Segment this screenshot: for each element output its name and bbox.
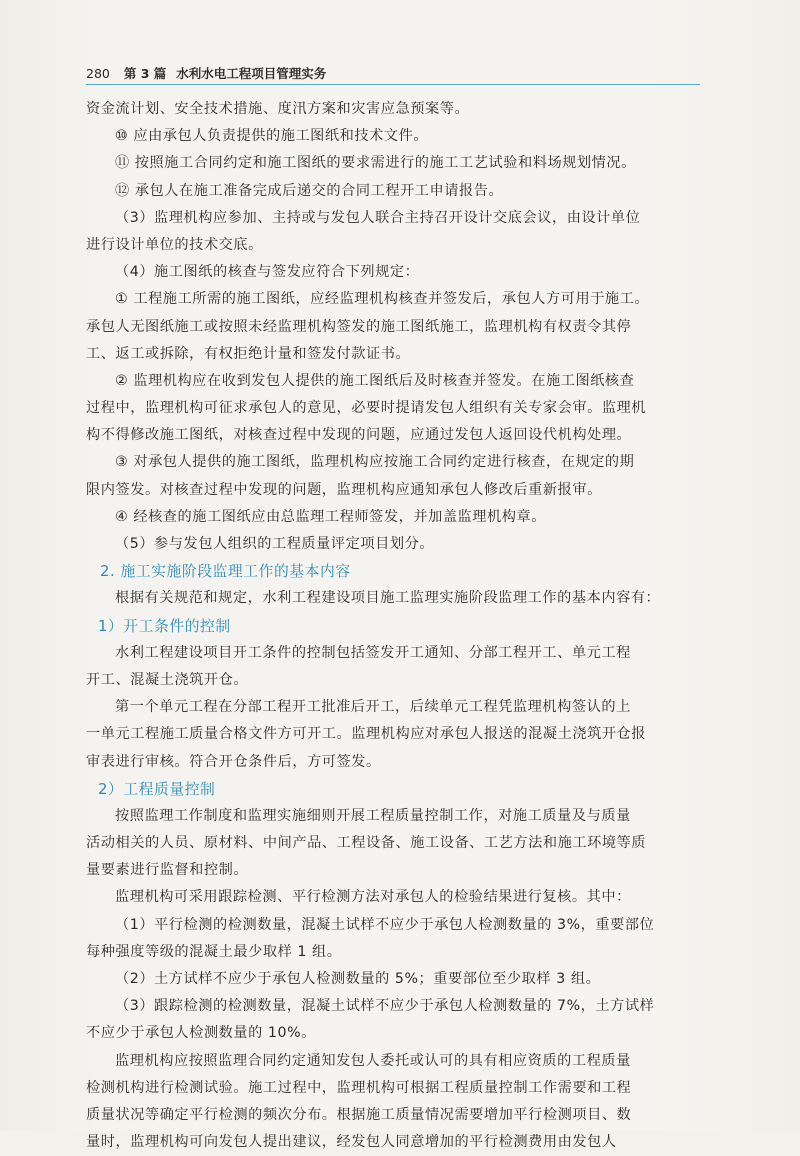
text-line: 每种强度等级的混凝土最少取样 1 组。 — [86, 943, 342, 960]
text-line: 构不得修改施工图纸，对核查过程中发现的问题，应通过发包人返回设代机构处理。 — [86, 427, 632, 444]
text-line: ① 工程施工所需的施工图纸，应经监理机构核查并签发后，承包人方可用于施工。 — [115, 291, 650, 308]
text-line: 活动相关的人员、原材料、中间产品、工程设备、施工设备、工艺方法和施工环境等质 — [86, 835, 647, 852]
text-line: 质量状况等确定平行检测的频次分布。根据施工质量情况需要增加平行检测项目、数 — [86, 1106, 632, 1123]
header-rule — [86, 84, 700, 85]
text-line: （5）参与发包人组织的工程质量评定项目划分。 — [115, 536, 435, 552]
text-line: 承包人无图纸施工或按照未经监理机构签发的施工图纸施工，监理机构有权责令其停 — [86, 318, 632, 335]
text-line: 根据有关规范和规定，水利工程建设项目施工监理实施阶段监理工作的基本内容有： — [115, 590, 661, 607]
text-line: 开工、混凝土浇筑开仓。 — [86, 671, 249, 688]
subsection-heading: 1）开工条件的控制 — [98, 617, 231, 635]
text-line: （1）平行检测的检测数量，混凝土试样不应少于承包人检测数量的 3%，重要部位 — [115, 916, 655, 933]
text-line: 审表进行审核。符合开仓条件后，方可签发。 — [86, 753, 381, 770]
part-label: 第 3 篇 — [123, 66, 167, 81]
text-line: （4）施工图纸的核查与签发应符合下列规定： — [115, 264, 420, 281]
text-line: ⑩ 应由承包人负责提供的施工图纸和技术文件。 — [115, 128, 429, 145]
body-text — [86, 96, 702, 1156]
text-line: 监理机构应按照监理合同约定通知发包人委托或认可的具有相应资质的工程质量 — [115, 1052, 631, 1069]
text-line: 资金流计划、安全技术措施、度汛方案和灾害应急预案等。 — [86, 101, 470, 117]
text-line: 限内签发。对核查过程中发现的问题，监理机构应通知承包人修改后重新报审。 — [86, 481, 602, 498]
page-number: 280 — [86, 65, 110, 81]
text-line: （3）跟踪检测的检测数量，混凝土试样不应少于承包人检测数量的 7%，土方试样 — [115, 998, 655, 1015]
text-line: ③ 对承包人提供的施工图纸，监理机构应按施工合同约定进行核查，在规定的期 — [115, 454, 635, 471]
text-line: ② 监理机构应在收到发包人提供的施工图纸后及时核查并签发。在施工图纸核查 — [115, 372, 635, 389]
text-line: ⑪ 按照施工合同约定和施工图纸的要求需进行的施工工艺试验和料场规划情况。 — [115, 155, 636, 172]
text-line: 水利工程建设项目开工条件的控制包括签发开工通知、分部工程开工、单元工程 — [115, 644, 631, 661]
text-line: 监理机构可采用跟踪检测、平行检测方法对承包人的检验结果进行复核。其中： — [115, 889, 631, 906]
text-line: 工、返工或拆除，有权拒绝计量和签发付款证书。 — [86, 345, 411, 362]
text-line: 量要素进行监督和控制。 — [86, 862, 249, 879]
text-line: 不应少于承包人检测数量的 10%。 — [86, 1025, 316, 1042]
subsection-heading: 2）工程质量控制 — [98, 780, 216, 798]
text-line: 一单元工程施工质量合格文件方可开工。监理机构应对承包人报送的混凝土浇筑开仓报 — [86, 726, 647, 743]
text-line: 按照监理工作制度和监理实施细则开展工程质量控制工作，对施工质量及与质量 — [115, 807, 631, 824]
text-line: 第一个单元工程在分部工程开工批准后开工，后续单元工程凭监理机构签认的上 — [115, 699, 631, 716]
text-line: ⑫ 承包人在施工准备完成后递交的合同工程开工申请报告。 — [115, 182, 504, 199]
text-line: ④ 经核查的施工图纸应由总监理工程师签发，并加盖监理机构章。 — [115, 508, 546, 525]
text-line: 量时，监理机构可向发包人提出建议，经发包人同意增加的平行检测费用由发包人 — [86, 1134, 617, 1151]
header-title: 水利水电工程项目管理实务 — [176, 66, 327, 81]
text-line: 检测机构进行检测试验。施工过程中，监理机构可根据工程质量控制工作需要和工程 — [86, 1079, 632, 1096]
text-line: 过程中，监理机构可征求承包人的意见，必要时提请发包人组织有关专家会审。监理机 — [86, 400, 647, 417]
section-heading: 2. 施工实施阶段监理工作的基本内容 — [100, 563, 351, 581]
text-line: 进行设计单位的技术交底。 — [86, 236, 263, 253]
text-line: （3）监理机构应参加、主持或与发包人联合主持召开设计交底会议，由设计单位 — [115, 209, 641, 226]
running-header — [86, 64, 700, 82]
text-line: （2）土方试样不应少于承包人检测数量的 5%；重要部位至少取样 3 组。 — [115, 971, 601, 987]
